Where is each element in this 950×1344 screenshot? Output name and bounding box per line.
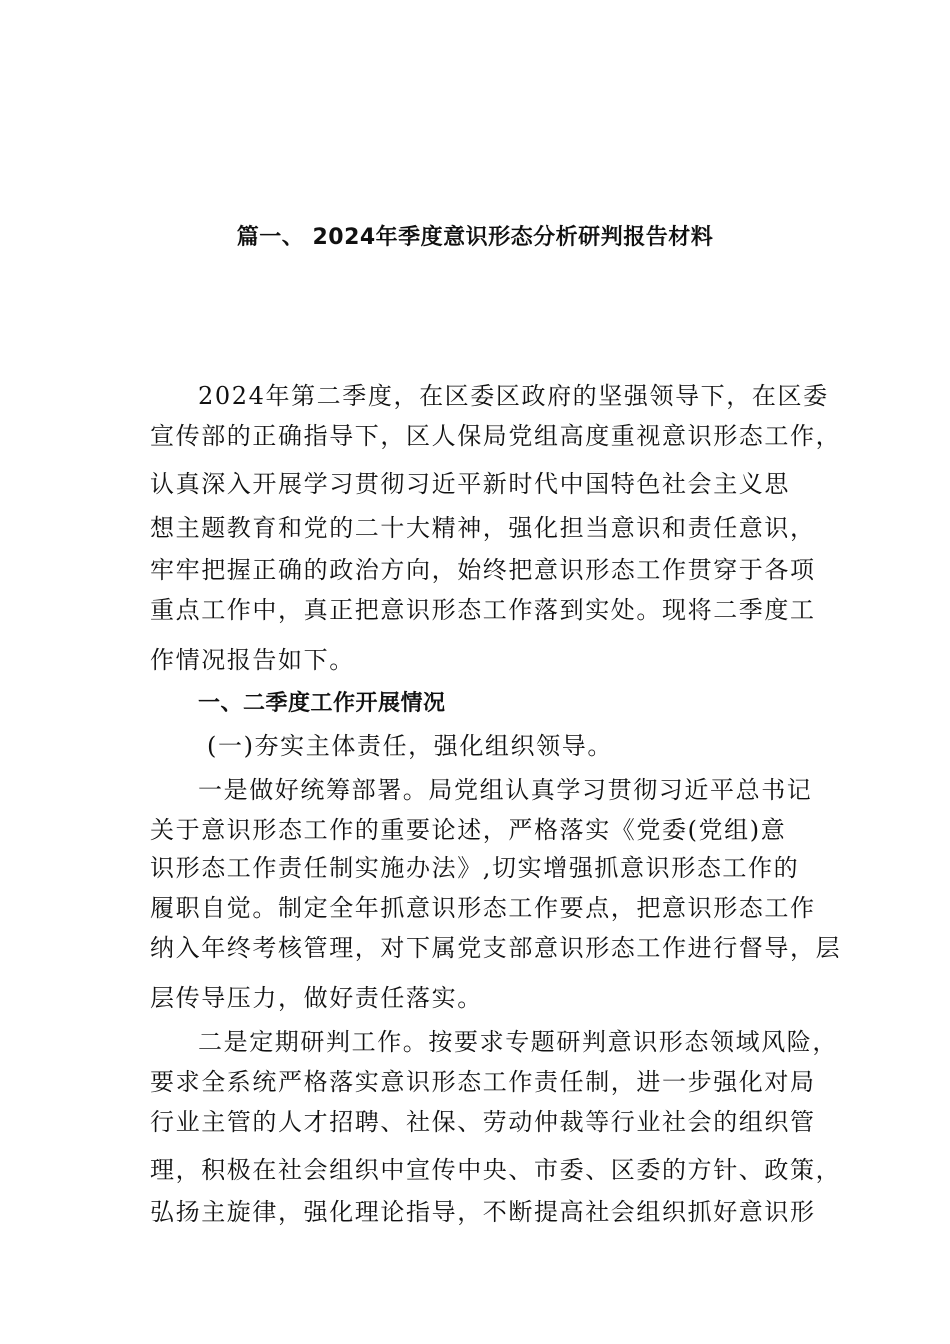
paragraph-line: 关于意识形态工作的重要论述，严格落实《党委(党组)意 [150, 816, 787, 844]
paragraph-line: 一是做好统筹部署。局党组认真学习贯彻习近平总书记 [198, 776, 813, 804]
paragraph-line: 识形态工作责任制实施办法》,切实增强抓意识形态工作的 [150, 854, 800, 882]
paragraph-line: 重点工作中，真正把意识形态工作落到实处。现将二季度工 [150, 596, 816, 624]
document-title: 篇一、 2024年季度意识形态分析研判报告材料 [236, 225, 714, 250]
paragraph-line: 履职自觉。制定全年抓意识形态工作要点，把意识形态工作 [150, 894, 816, 922]
paragraph-line: 作情况报告如下。 [150, 646, 355, 674]
paragraph-line: 要求全系统严格落实意识形态工作责任制，进一步强化对局 [150, 1068, 816, 1096]
section-heading: 一、二季度工作开展情况 [198, 691, 446, 716]
paragraph-line: 弘扬主旋律，强化理论指导，不断提高社会组织抓好意识形 [150, 1198, 816, 1226]
paragraph-line: 认真深入开展学习贯彻习近平新时代中国特色社会主义思 [150, 470, 790, 498]
paragraph-line: 宣传部的正确指导下，区人保局党组高度重视意识形态工作， [150, 422, 842, 450]
paragraph-line: 2024年第二季度，在区委区政府的坚强领导下，在区委 [198, 382, 829, 410]
paragraph-line: 理，积极在社会组织中宣传中央、市委、区委的方针、政策， [150, 1156, 842, 1184]
paragraph-line: 牢牢把握正确的政治方向，始终把意识形态工作贯穿于各项 [150, 556, 816, 584]
paragraph-line: 纳入年终考核管理，对下属党支部意识形态工作进行督导，层 [150, 934, 842, 962]
paragraph-line: 行业主管的人才招聘、社保、劳动仲裁等行业社会的组织管 [150, 1108, 816, 1136]
paragraph-line: 想主题教育和党的二十大精神，强化担当意识和责任意识， [150, 514, 816, 542]
paragraph-line: 二是定期研判工作。按要求专题研判意识形态领域风险， [198, 1028, 838, 1056]
paragraph-line: 层传导压力，做好责任落实。 [150, 984, 483, 1012]
subsection-heading: (一)夯实主体责任，强化组织领导。 [207, 732, 613, 760]
